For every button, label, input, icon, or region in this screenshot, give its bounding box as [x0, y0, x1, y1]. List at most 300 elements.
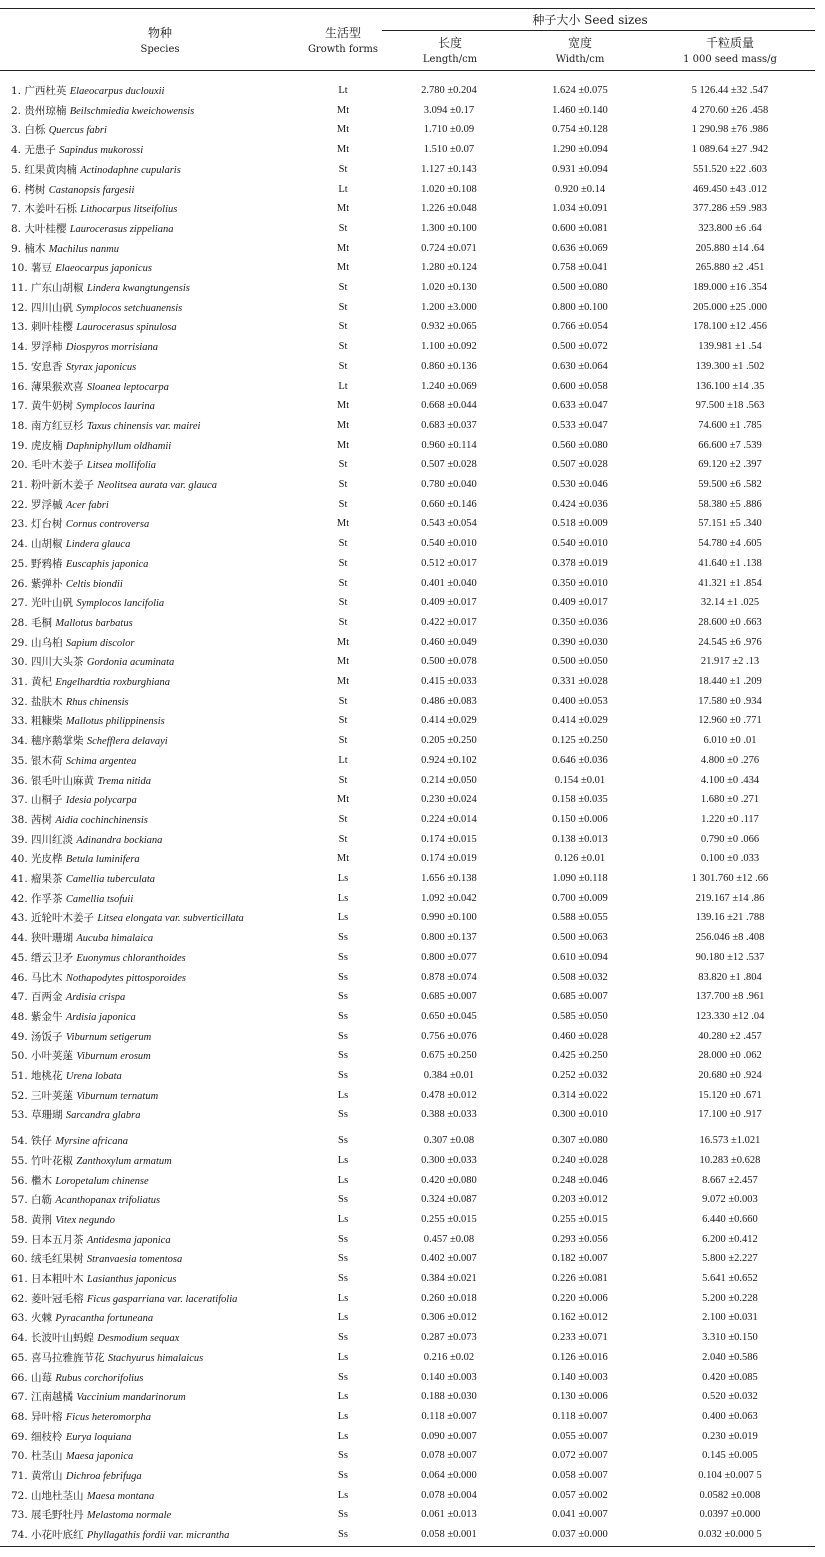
row-number: 27. — [11, 597, 32, 610]
table-row — [0, 711, 825, 731]
width-cell: 0.766 ±0.054 — [552, 321, 608, 333]
growth-form-cell: Ss — [338, 1109, 348, 1121]
table-row — [0, 1308, 825, 1328]
species-chinese-name: 光叶山矾 — [31, 597, 74, 610]
species-cell — [11, 1190, 160, 1211]
table-row — [0, 1027, 825, 1047]
growth-form-cell: St — [338, 538, 348, 550]
species-latin-name: Daphniphyllum oldhamii — [65, 440, 172, 452]
species-cell — [11, 731, 168, 752]
species-latin-name: Euscaphis japonica — [65, 558, 149, 570]
table-row — [0, 436, 825, 456]
growth-form-cell: Ss — [338, 1470, 348, 1481]
growth-form-cell: Ls — [337, 1292, 349, 1304]
growth-form-cell: Mt — [336, 794, 350, 806]
species-chinese-name: 山乌桕 — [31, 636, 63, 649]
table-row — [0, 1289, 825, 1309]
table-row — [0, 1151, 825, 1171]
length-cell: 0.924 ±0.102 — [421, 754, 477, 766]
growth-form-cell: Ls — [337, 1489, 349, 1501]
width-cell: 0.072 ±0.007 — [552, 1450, 608, 1462]
length-cell: 0.300 ±0.033 — [421, 1154, 477, 1166]
growth-form-cell: St — [338, 321, 348, 333]
row-number: 56. — [11, 1174, 32, 1187]
row-number: 60. — [11, 1253, 32, 1266]
species-latin-name: Engelhardtia roxburghiana — [55, 677, 171, 688]
growth-form-cell: Mt — [336, 124, 350, 136]
row-number: 61. — [11, 1273, 32, 1285]
width-cell: 0.390 ±0.030 — [552, 636, 608, 648]
species-cell — [11, 672, 170, 693]
mass-cell: 58.380 ±5 .886 — [698, 498, 762, 510]
species-chinese-name: 四川红淡 — [31, 833, 74, 846]
table-row — [0, 554, 825, 574]
row-number: 20. — [11, 459, 32, 472]
width-cell: 0.041 ±0.007 — [552, 1509, 608, 1521]
table-row — [0, 317, 825, 337]
row-number: 19. — [11, 439, 32, 452]
mass-cell: 5.200 ±0.228 — [702, 1292, 758, 1304]
species-chinese-name: 汤饭子 — [31, 1030, 63, 1043]
growth-form-cell: Ss — [338, 971, 348, 983]
species-chinese-name: 广西杜英 — [24, 85, 67, 97]
mass-cell: 0.0397 ±0.000 — [699, 1509, 761, 1521]
row-number: 21. — [11, 479, 32, 491]
growth-form-cell: Ss — [338, 1194, 348, 1206]
width-cell: 0.530 ±0.046 — [552, 479, 608, 490]
width-cell: 0.540 ±0.010 — [552, 538, 608, 550]
species-chinese-name: 作孚茶 — [31, 892, 63, 905]
species-cell — [11, 968, 186, 989]
species-chinese-name: 地桃花 — [31, 1070, 63, 1082]
length-cell: 1.020 ±0.130 — [421, 282, 477, 293]
row-number: 58. — [11, 1213, 32, 1226]
species-chinese-name: 薄果猴欢喜 — [31, 380, 84, 393]
species-cell — [11, 357, 136, 378]
species-latin-name: Trema nitida — [97, 775, 151, 787]
width-cell: 0.508 ±0.032 — [552, 971, 608, 983]
length-cell: 0.260 ±0.018 — [421, 1292, 477, 1304]
length-cell: 1.510 ±0.07 — [423, 144, 475, 156]
row-number: 34. — [11, 735, 32, 748]
mass-cell: 41.640 ±1 .138 — [698, 557, 762, 569]
growth-form-cell: Ls — [337, 1213, 349, 1225]
species-latin-name: Rubus corchorifolius — [55, 1372, 144, 1384]
growth-form-cell: St — [338, 301, 348, 313]
species-chinese-name: 小叶荚蒾 — [31, 1050, 74, 1063]
growth-form-cell: St — [338, 597, 348, 609]
length-cell: 3.094 ±0.17 — [423, 104, 475, 116]
species-cell — [11, 1131, 128, 1152]
species-chinese-name: 四川山矾 — [31, 301, 74, 314]
length-cell: 0.683 ±0.037 — [421, 419, 477, 431]
species-chinese-name: 南方红豆杉 — [31, 419, 84, 432]
mass-cell: 323.800 ±6 .64 — [698, 222, 762, 234]
width-cell: 0.130 ±0.006 — [552, 1391, 608, 1403]
row-number: 29. — [11, 636, 32, 649]
length-header-cn: 长度 — [437, 36, 462, 50]
width-cell: 0.600 ±0.058 — [552, 380, 608, 392]
length-cell: 0.287 ±0.073 — [421, 1332, 477, 1344]
table-row — [0, 889, 825, 909]
length-cell: 0.660 ±0.146 — [421, 498, 477, 510]
length-cell: 0.230 ±0.024 — [421, 794, 477, 806]
species-chinese-name: 黄常山 — [31, 1470, 63, 1482]
species-latin-name: Antidesma japonica — [86, 1234, 171, 1246]
table-row — [0, 337, 825, 357]
species-latin-name: Laurocerasus zippeliana — [69, 223, 174, 235]
species-chinese-name: 楠木 — [24, 242, 46, 255]
width-cell: 0.920 ±0.14 — [554, 183, 606, 195]
species-cell — [11, 790, 137, 811]
species-cell — [11, 298, 182, 319]
growth-form-cell: St — [338, 833, 348, 845]
mass-cell: 136.100 ±14 .35 — [695, 380, 765, 392]
row-number: 62. — [11, 1292, 32, 1305]
species-latin-name: Castanopsis fargesii — [48, 184, 135, 196]
species-chinese-name: 粗糠柴 — [31, 715, 63, 728]
species-cell — [11, 771, 151, 792]
length-cell: 1.092 ±0.042 — [421, 892, 477, 904]
species-latin-name: Acanthopanax trifoliatus — [55, 1195, 161, 1207]
length-cell: 0.402 ±0.007 — [421, 1253, 477, 1265]
mass-cell: 9.072 ±0.003 — [702, 1194, 758, 1206]
width-cell: 0.118 ±0.007 — [552, 1410, 608, 1422]
width-cell: 0.125 ±0.250 — [552, 735, 608, 747]
species-cell — [11, 534, 130, 555]
species-cell — [11, 1249, 182, 1270]
width-cell: 0.150 ±0.006 — [552, 813, 608, 825]
table-row — [0, 968, 825, 988]
length-cell: 0.780 ±0.040 — [421, 479, 477, 490]
row-number: 64. — [11, 1332, 32, 1345]
species-latin-name: Lasianthus japonicus — [86, 1274, 177, 1285]
width-cell: 1.624 ±0.075 — [552, 85, 608, 96]
species-chinese-name: 黄杞 — [31, 676, 53, 688]
length-cell: 0.061 ±0.013 — [421, 1509, 477, 1521]
table-row — [0, 298, 825, 318]
growth-form-cell: Ss — [338, 1135, 348, 1147]
row-number: 10. — [11, 262, 32, 275]
table-row — [0, 1249, 825, 1269]
table-row — [0, 357, 825, 377]
mass-cell: 469.450 ±43 .012 — [692, 183, 767, 195]
table-row — [0, 534, 825, 554]
growth-form-cell: Mt — [336, 419, 350, 431]
row-number: 45. — [11, 951, 32, 964]
species-chinese-name: 穗序鹅掌柴 — [31, 735, 84, 748]
species-chinese-name: 瘤果茶 — [31, 873, 63, 885]
species-latin-name: Neolitsea aurata var. glauca — [97, 480, 217, 491]
species-cell — [11, 908, 244, 929]
species-cell — [11, 455, 156, 476]
species-chinese-name: 百两金 — [31, 991, 63, 1004]
table-row — [0, 692, 825, 712]
length-cell: 0.401 ±0.040 — [421, 577, 477, 589]
seed-sizes-rule — [382, 30, 815, 31]
species-chinese-name: 刺叶桂樱 — [31, 321, 74, 334]
growth-form-cell: Ss — [338, 1509, 348, 1521]
table-row — [0, 672, 825, 692]
growth-form-cell: Ls — [337, 1312, 349, 1324]
species-latin-name: Symplocos lancifolia — [76, 598, 165, 610]
mass-cell: 24.545 ±6 .976 — [698, 636, 762, 648]
growth-form-cell: St — [338, 735, 348, 747]
mass-cell: 5.800 ±2.227 — [702, 1253, 758, 1265]
length-cell: 1.020 ±0.108 — [421, 183, 477, 195]
species-chinese-name: 紫弹朴 — [31, 577, 63, 590]
species-latin-name: Eurya loquiana — [65, 1431, 132, 1443]
growth-form-cell: St — [338, 479, 348, 490]
row-number: 49. — [11, 1030, 32, 1043]
growth-form-cell: Ss — [338, 1233, 348, 1245]
table-row — [0, 120, 825, 140]
width-cell: 0.255 ±0.015 — [552, 1213, 608, 1225]
species-latin-name: Quercus fabri — [48, 125, 107, 137]
row-number: 23. — [11, 518, 32, 531]
species-cell — [11, 199, 177, 220]
species-latin-name: Viburnum setigerum — [65, 1031, 152, 1043]
length-cell: 0.205 ±0.250 — [421, 735, 477, 747]
species-cell — [11, 317, 177, 338]
species-chinese-name: 薯豆 — [31, 262, 53, 275]
length-cell: 0.800 ±0.137 — [421, 932, 477, 944]
species-chinese-name: 毛桐 — [31, 616, 53, 629]
row-number: 12. — [11, 301, 32, 314]
mass-cell: 97.500 ±18 .563 — [695, 400, 765, 412]
species-cell — [11, 436, 171, 457]
width-cell: 0.518 ±0.009 — [552, 518, 608, 530]
width-cell: 0.425 ±0.250 — [552, 1050, 608, 1062]
mass-cell: 40.280 ±2 .457 — [698, 1030, 762, 1042]
length-cell: 0.415 ±0.033 — [421, 676, 477, 687]
species-cell — [11, 889, 133, 910]
species-cell — [11, 278, 190, 299]
species-cell — [11, 1269, 176, 1290]
species-latin-name: Loropetalum chinense — [55, 1175, 149, 1187]
species-latin-name: Celtis biondii — [65, 578, 123, 590]
row-number: 36. — [11, 774, 32, 787]
growth-form-cell: Ls — [337, 1154, 349, 1166]
species-latin-name: Phyllagathis fordii var. micrantha — [86, 1530, 230, 1542]
mass-cell: 0.790 ±0 .066 — [700, 833, 760, 845]
row-number: 67. — [11, 1391, 32, 1404]
row-number: 18. — [11, 419, 32, 432]
table-row — [0, 81, 825, 101]
row-number: 55. — [11, 1154, 32, 1167]
species-cell — [11, 593, 164, 614]
width-cell: 0.158 ±0.035 — [552, 794, 608, 806]
species-latin-name: Viburnum erosum — [76, 1051, 151, 1063]
table-row — [0, 199, 825, 219]
row-number: 4. — [11, 144, 25, 157]
width-cell: 0.226 ±0.081 — [552, 1273, 608, 1284]
species-chinese-name: 四川大头茶 — [31, 656, 84, 669]
species-chinese-name: 盐肤木 — [31, 695, 63, 708]
table-row — [0, 771, 825, 791]
row-number: 40. — [11, 853, 32, 866]
species-chinese-name: 木姜叶石栎 — [24, 203, 77, 216]
row-number: 33. — [11, 715, 32, 728]
table-row — [0, 928, 825, 948]
mass-cell: 377.286 ±59 .983 — [692, 203, 767, 215]
growth-form-cell: Mt — [336, 853, 350, 865]
species-chinese-name: 日本粗叶木 — [31, 1273, 84, 1285]
length-cell: 0.216 ±0.02 — [423, 1351, 475, 1363]
growth-form-cell: Mt — [336, 262, 350, 274]
row-number: 22. — [11, 498, 32, 511]
species-cell — [11, 574, 123, 595]
species-chinese-name: 罗浮槭 — [31, 498, 63, 511]
mass-cell: 0.420 ±0.085 — [702, 1371, 758, 1383]
mass-cell: 12.960 ±0 .771 — [698, 715, 762, 727]
width-cell: 0.414 ±0.029 — [552, 715, 608, 727]
species-latin-name: Maesa montana — [86, 1490, 155, 1502]
species-cell — [11, 1348, 203, 1369]
length-cell: 1.240 ±0.069 — [421, 380, 477, 392]
width-cell: 0.409 ±0.017 — [552, 597, 608, 609]
species-latin-name: Pyracantha fortuneana — [55, 1313, 154, 1325]
species-cell — [11, 613, 133, 634]
mass-cell: 2.100 ±0.031 — [702, 1312, 758, 1324]
row-number: 2. — [11, 104, 25, 117]
mass-cell: 2.040 ±0.586 — [702, 1351, 758, 1363]
species-cell — [11, 514, 149, 535]
species-cell — [11, 475, 217, 496]
length-cell: 0.384 ±0.021 — [421, 1273, 477, 1284]
species-chinese-name: 灯台树 — [31, 518, 63, 531]
width-cell: 1.034 ±0.091 — [552, 203, 608, 215]
width-cell: 0.500 ±0.063 — [552, 932, 608, 944]
length-cell: 0.140 ±0.003 — [421, 1371, 477, 1383]
length-cell: 0.174 ±0.019 — [421, 853, 477, 865]
table-row — [0, 613, 825, 633]
length-cell: 0.860 ±0.136 — [421, 360, 477, 372]
mass-cell: 41.321 ±1 .854 — [698, 577, 762, 589]
species-chinese-name: 野鸦椿 — [31, 557, 63, 570]
table-row — [0, 1505, 825, 1525]
species-chinese-name: 安息香 — [31, 360, 63, 373]
table-row — [0, 869, 825, 889]
species-cell — [11, 81, 164, 102]
species-cell — [11, 554, 148, 575]
width-cell: 0.314 ±0.022 — [552, 1089, 608, 1101]
species-latin-name: Mallotus barbatus — [55, 617, 133, 629]
species-cell — [11, 1427, 132, 1448]
species-cell — [11, 1446, 133, 1467]
width-cell: 0.252 ±0.032 — [552, 1070, 608, 1081]
length-cell: 1.300 ±0.100 — [421, 222, 477, 234]
table-row — [0, 1131, 825, 1151]
species-latin-name: Mallotus philippinensis — [65, 716, 165, 728]
table-row — [0, 219, 825, 239]
width-cell: 0.240 ±0.028 — [552, 1154, 608, 1166]
growth-form-cell: Ss — [338, 991, 348, 1003]
width-cell: 0.037 ±0.000 — [552, 1529, 608, 1541]
table-row — [0, 455, 825, 475]
growth-form-cell: Mt — [336, 656, 350, 668]
species-latin-name: Schefflera delavayi — [86, 736, 168, 748]
species-cell — [11, 1466, 142, 1487]
species-cell — [11, 1308, 153, 1329]
growth-header-en: Growth forms — [307, 44, 379, 55]
length-cell: 1.100 ±0.092 — [421, 341, 477, 353]
growth-form-cell: St — [338, 577, 348, 589]
seed-sizes-header: 种子大小 Seed sizes — [532, 13, 648, 27]
row-number: 74. — [11, 1529, 32, 1542]
row-number: 37. — [11, 794, 32, 807]
row-number: 26. — [11, 577, 32, 590]
mass-cell: 8.667 ±2.457 — [702, 1174, 758, 1186]
width-cell: 0.610 ±0.094 — [552, 951, 608, 963]
species-latin-name: Gordonia acuminata — [86, 657, 175, 669]
growth-form-cell: St — [338, 813, 348, 825]
mass-cell: 6.200 ±0.412 — [702, 1233, 758, 1245]
row-number: 54. — [11, 1135, 32, 1148]
mass-cell: 20.680 ±0 .924 — [698, 1070, 762, 1081]
table-row — [0, 1407, 825, 1427]
length-cell: 0.078 ±0.007 — [421, 1450, 477, 1462]
row-number: 7. — [11, 203, 25, 216]
table-row — [0, 101, 825, 121]
mass-cell: 18.440 ±1 .209 — [698, 676, 762, 687]
species-chinese-name: 近轮叶木姜子 — [31, 912, 95, 925]
length-cell: 0.500 ±0.078 — [421, 656, 477, 668]
species-latin-name: Schima argentea — [65, 755, 137, 767]
species-latin-name: Vitex negundo — [55, 1214, 115, 1226]
species-chinese-name: 杜茎山 — [31, 1450, 63, 1463]
species-latin-name: Ardisia crispa — [65, 992, 126, 1004]
species-cell — [11, 948, 186, 969]
table-row — [0, 731, 825, 751]
row-number: 41. — [11, 873, 32, 885]
width-cell: 0.220 ±0.006 — [552, 1292, 608, 1304]
row-number: 32. — [11, 695, 32, 708]
growth-form-cell: St — [338, 557, 348, 569]
length-cell: 0.800 ±0.077 — [421, 951, 477, 963]
length-cell: 0.058 ±0.001 — [421, 1529, 477, 1541]
width-cell: 0.203 ±0.012 — [552, 1194, 608, 1206]
species-chinese-name: 红果黄肉楠 — [24, 163, 77, 176]
species-latin-name: Adinandra bockiana — [76, 834, 163, 846]
row-number: 13. — [11, 321, 32, 334]
length-cell: 0.990 ±0.100 — [421, 912, 477, 924]
species-latin-name: Elaeocarpus japonicus — [55, 263, 152, 275]
width-cell: 1.290 ±0.094 — [552, 144, 608, 156]
mass-cell: 3.310 ±0.150 — [702, 1332, 758, 1344]
table-row — [0, 849, 825, 869]
species-chinese-name: 草珊瑚 — [31, 1109, 63, 1122]
growth-form-cell: Mt — [336, 676, 350, 687]
length-cell: 0.457 ±0.08 — [423, 1233, 475, 1245]
mass-cell: 69.120 ±2 .397 — [698, 459, 762, 471]
width-cell: 0.126 ±0.01 — [554, 853, 606, 865]
growth-form-cell: St — [338, 360, 348, 372]
species-cell — [11, 1105, 140, 1126]
species-cell — [11, 1210, 115, 1231]
table-row — [0, 1486, 825, 1506]
row-number: 3. — [11, 124, 25, 137]
width-cell: 0.754 ±0.128 — [552, 124, 608, 136]
growth-form-cell: Ls — [337, 1391, 349, 1403]
species-chinese-name: 绒毛红果树 — [31, 1253, 84, 1266]
length-cell: 0.878 ±0.074 — [421, 971, 477, 983]
growth-form-cell: Ls — [337, 1351, 349, 1363]
width-cell: 0.378 ±0.019 — [552, 557, 608, 569]
width-cell: 0.560 ±0.080 — [552, 439, 608, 451]
species-latin-name: Rhus chinensis — [65, 696, 129, 708]
species-chinese-name: 三叶荚蒾 — [31, 1089, 74, 1102]
